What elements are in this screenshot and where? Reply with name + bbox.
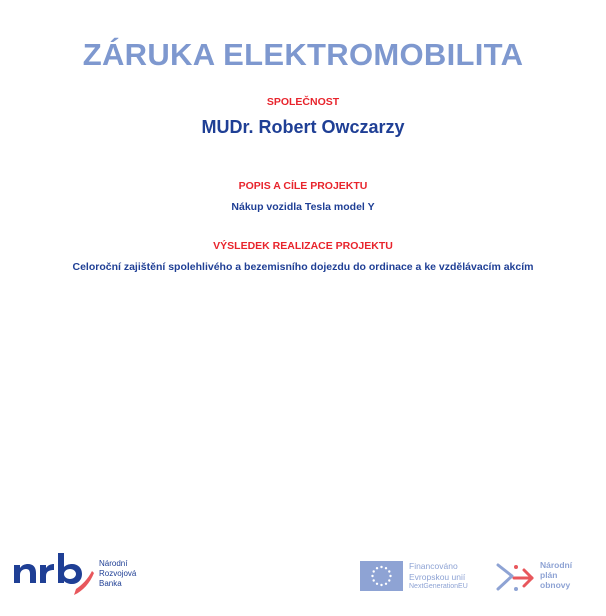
project-goals-value: Nákup vozidla Tesla model Y [231, 201, 375, 213]
nrb-logo [12, 545, 162, 605]
company-name: MUDr. Robert Owczarzy [201, 117, 405, 137]
eu-line-1: Financováno [409, 561, 458, 571]
eu-line-3: NextGenerationEU [409, 583, 468, 590]
eu-funding-text [409, 561, 468, 593]
npo-line-2: plán [540, 570, 558, 580]
npo-line-3: obnovy [540, 580, 571, 590]
npo-text [540, 560, 572, 590]
company-label: SPOLEČNOST [266, 96, 340, 108]
npo-arrows-icon [494, 561, 536, 595]
project-result-label: VÝSLEDEK REALIZACE PROJEKTU [213, 240, 393, 252]
nrb-line-2: Rozvojová [99, 569, 137, 578]
project-result-value: Celoroční zajištění spolehlivého a bezemisního dojezdu do ordinace a ke vzdělávacím akcím [72, 261, 534, 273]
nrb-logo-text [99, 559, 136, 589]
nrb-logo-mark [12, 545, 96, 601]
eu-funding-logo [360, 561, 490, 595]
eu-flag-icon [360, 561, 403, 591]
page-title: ZÁRUKA ELEKTROMOBILITA [82, 37, 524, 72]
nrb-line-3: Banka [99, 579, 122, 588]
project-goals-label: POPIS A CÍLE PROJEKTU [238, 180, 368, 192]
npo-line-1: Národní [540, 560, 573, 570]
eu-line-2: Evropskou unií [409, 571, 466, 582]
nrb-line-1: Národní [99, 559, 128, 568]
npo-logo [494, 557, 594, 597]
